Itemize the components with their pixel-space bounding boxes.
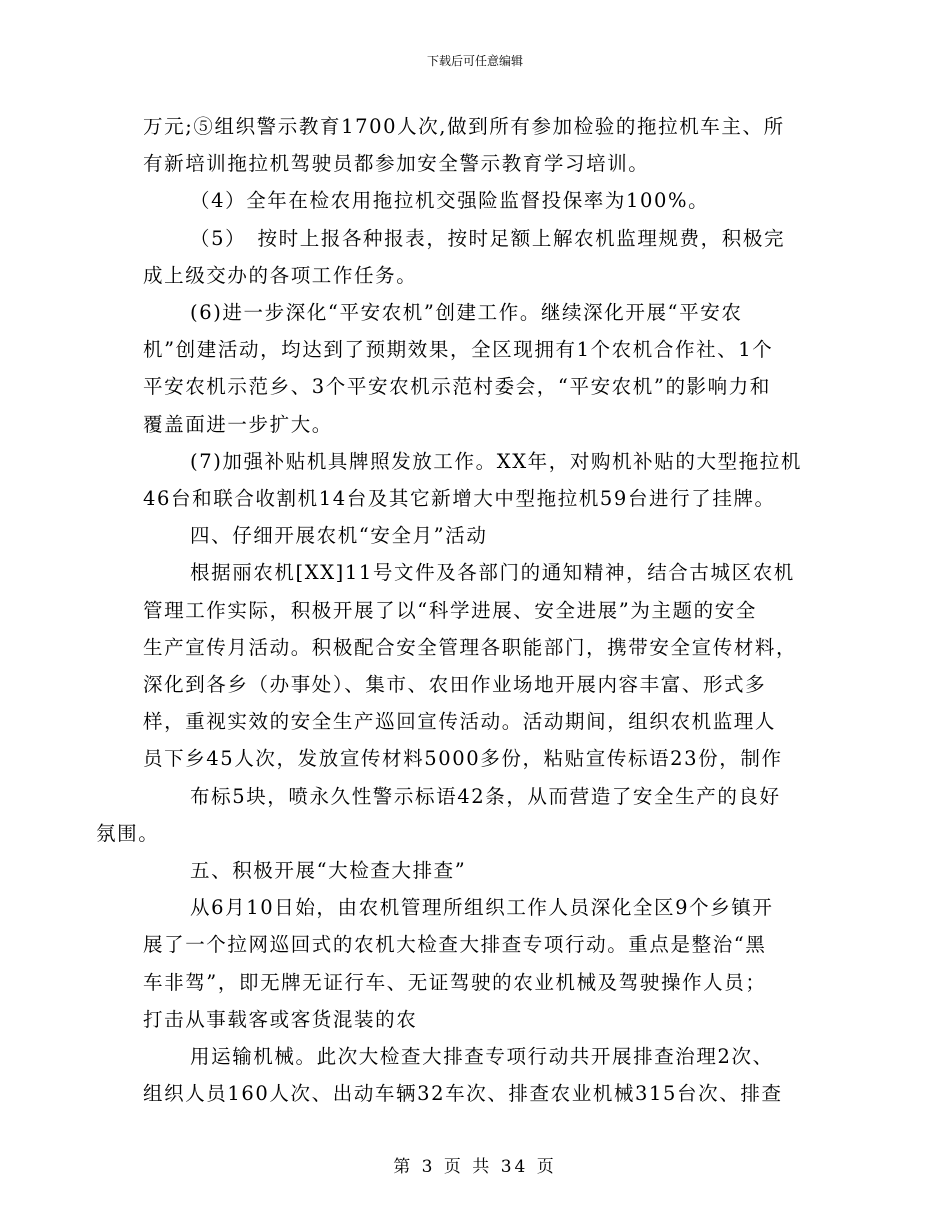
- section-heading-4: 四、仔细开展农机“安全月”活动: [190, 524, 488, 548]
- paragraph-5: [143, 443, 813, 517]
- text-line: 从6月10日始，由农机管理所组织工作人员深化全区9个乡镇开: [190, 896, 774, 920]
- text-line: 平安农机示范乡、3个平安农机示范村委会，“平安农机”的影响力和: [143, 375, 771, 399]
- text-line: 车非驾”，即无牌无证行车、无证驾驶的农业机械及驾驶操作人员；: [143, 970, 767, 994]
- paragraph-6: [143, 554, 813, 777]
- text-line: 用运输机械。此次大检查大排查专项行动共开展排查治理2次、: [190, 1045, 774, 1069]
- paragraph-4: [143, 294, 813, 443]
- text-line: (7)加强补贴机具牌照发放工作。XX年，对购机补贴的大型拖拉机: [190, 449, 802, 473]
- section-heading-5: 五、积极开展“大检查大排查”: [190, 859, 467, 883]
- paragraph-7: [96, 778, 813, 852]
- document-body: [96, 108, 813, 1112]
- text-line: 成上级交办的各项工作任务。: [143, 263, 418, 287]
- text-line: 组织人员160人次、出动车辆32车次、排查农业机械315台次、排查: [143, 1082, 783, 1106]
- text-line: 有新培训拖拉机驾驶员都参加安全警示教育学习培训。: [143, 152, 650, 176]
- paragraph-1: [143, 108, 813, 182]
- text-line: 打击从事载客或客货混装的农: [143, 1007, 418, 1031]
- text-line: （5） 按时上报各种报表，按时足额上解农机监理规费，积极完: [190, 226, 786, 250]
- paragraph-8: [143, 889, 813, 1038]
- text-line: 样，重视实效的安全生产巡回宣传活动。活动期间，组织农机监理人: [143, 710, 777, 734]
- text-line: 布标5块，喷永久性警示标语42条，从而营造了安全生产的良好: [190, 784, 781, 808]
- text-line: 机”创建活动，均达到了预期效果，全区现拥有1个农机合作社、1个: [143, 338, 774, 362]
- paragraph-9: [143, 1038, 813, 1112]
- text-line: 万元;⑤组织警示教育1700人次,做到所有参加检验的拖拉机车主、所: [143, 115, 785, 138]
- text-line: 覆盖面进一步扩大。: [143, 412, 333, 436]
- text-line: (6)进一步深化“平安农机”创建工作。继续深化开展“平安农: [190, 301, 743, 325]
- paragraph-2: （4）全年在检农用拖拉机交强险监督投保率为100%。: [190, 189, 710, 213]
- text-line: 员下乡45人次，发放宣传材料5000多份，粘贴宣传标语23份，制作: [143, 747, 783, 771]
- page-number-footer: 第 3 页 共 34 页: [393, 1157, 557, 1177]
- text-line: 生产宣传月活动。积极配合安全管理各职能部门，携带安全宣传材料，: [143, 635, 798, 659]
- text-line: 展了一个拉网巡回式的农机大检查大排查专项行动。重点是整治“黑: [143, 933, 767, 957]
- text-line: 根据丽农机[XX]11号文件及各部门的通知精神，结合古城区农机: [190, 561, 795, 585]
- text-line: 氛围。: [96, 821, 160, 845]
- text-line: 深化到各乡（办事处）、集市、农田作业场地开展内容丰富、形式多: [143, 673, 767, 697]
- text-line: 管理工作实际，积极开展了以“科学进展、安全进展”为主题的安全: [143, 598, 757, 622]
- text-line: 46台和联合收割机14台及其它新增大中型拖拉机59台进行了挂牌。: [143, 487, 776, 511]
- paragraph-3: [143, 220, 813, 294]
- page-header-note: 下载后可任意编辑: [426, 54, 523, 68]
